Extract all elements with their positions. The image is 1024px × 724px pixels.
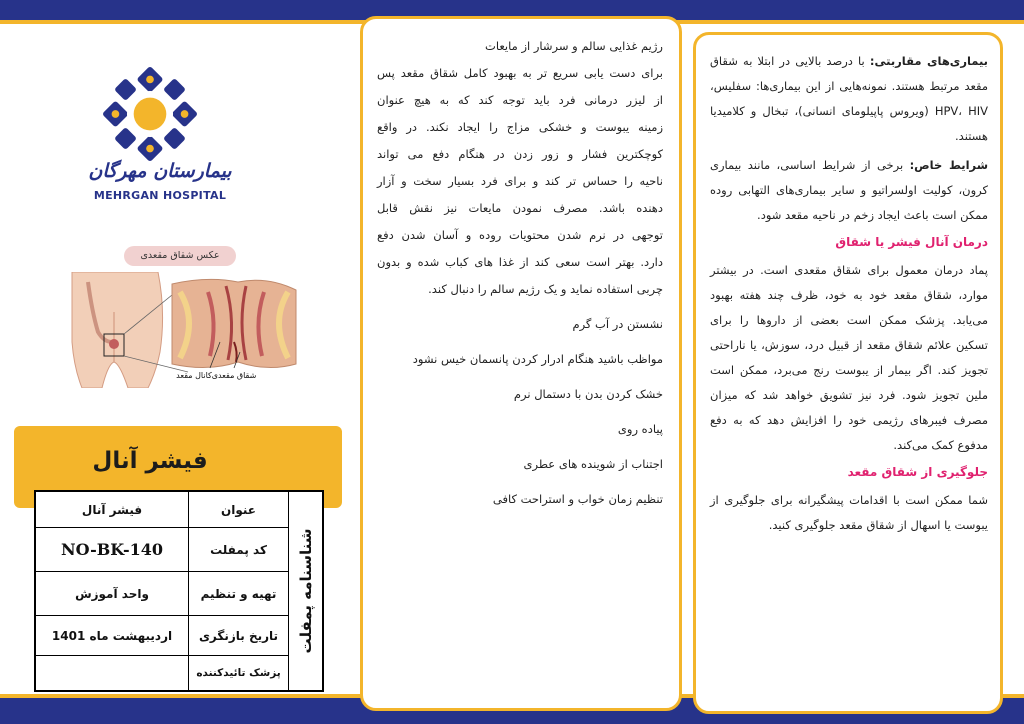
para-line: از لیزر درمانی فرد باید توجه کند که به هیچ عنوان [377, 93, 663, 107]
special-label: شرایط خاص: [909, 158, 988, 172]
cover-title: فیشر آنال [92, 448, 208, 474]
anal-fissure-illustration [68, 272, 300, 388]
hospital-logo-icon [102, 66, 198, 162]
hospital-name-fa: بیمارستان مهرگان [88, 160, 232, 182]
id-row-code [36, 528, 288, 572]
pamphlet-id-table [34, 490, 324, 692]
id-table-vertical-title: شناسنامه پمفلت [288, 492, 322, 690]
id-label: کد پمفلت [188, 528, 288, 571]
prevention-heading: جلوگیری از شقاق مقعد [847, 465, 988, 479]
para-line: چربی استفاده نماید و یک رژیم سالم را دنبال کند. [428, 282, 663, 296]
treatment-heading: درمان آنال فیشر یا شقاق [835, 235, 988, 249]
tip-item: نشستن در آب گرم [572, 317, 663, 331]
special-paragraph [710, 153, 988, 228]
tip-item: تنظیم زمان خواب و استراحت کافی [492, 492, 663, 506]
treatment-text: پماد درمان معمول برای شقاق مقعدی است. در بیشتر موارد، شقاق مقعد خود به خود، ظرف چند هفته بهبود می‌یابد. پزشک ممکن است بعضی از داروها را برای تسکین علائم شقاق مقعد از قبیل درد، سوزش، یا ناراحتی تجویز کند. اگر بیمار از یبوست رنج می‌برد، ممکن است ملین تجویز شود. فرد نیز تشویق خواهد شد که میزان مصرف فیبرهای رژیمی خود را افزایش دهد که به دفع مدفوع کمک می‌کند. [710, 263, 988, 452]
comorbid-paragraph [710, 49, 988, 149]
right-panel-content [710, 49, 988, 538]
tip-item: مواظب باشید هنگام ادرار کردن پانسمان خیس نشود [412, 352, 663, 366]
comorbid-label: بیماری‌های مقاربتی: [869, 54, 988, 68]
image-caption: عکس شقاق مقعدی [124, 246, 236, 266]
id-row-author [36, 572, 288, 616]
para-line: زمینه یبوست و خشکی مزاج را ایجاد نکند. در واقع [377, 120, 663, 134]
id-value [36, 656, 188, 690]
id-label: پزشک تائیدکننده [188, 656, 288, 690]
para-line: دارد. بهتر است سعی کند از غذا های کباب شده و بدون [377, 255, 663, 269]
id-value: واحد آموزش [75, 586, 149, 601]
label-anal-canal: کانال مقعد [176, 371, 212, 380]
para-line: توجهی در نرم شدن محتویات روده و آسان شدن دفع [377, 228, 663, 242]
para-line: دهنده باشد. مصرف نمودن مایعات نیز نقش قابل [377, 201, 663, 215]
para-line: کوچکترین فشار و زور زدن در هنگام دفع می تواند [377, 147, 663, 161]
id-label: تهیه و تنظیم [188, 572, 288, 615]
label-anal-fissure: شقاق مقعدی [211, 371, 257, 380]
id-value: NO-BK-140 [60, 540, 164, 559]
id-value: فیشر آنال [81, 502, 143, 517]
comorbid-text: با درصد بالایی در ابتلا به شقاق مقعد مرتبط هستند. نمونه‌هایی از این بیماری‌ها: سفلیس، HPV، HIV (ویروس پاپیلومای انسانی)، تبخال و کلامیدیا هستند. [710, 54, 988, 143]
id-label: تاریخ بازنگری [188, 616, 288, 655]
tip-item: خشک کردن بدن با دستمال نرم [513, 387, 663, 401]
tip-item: اجتناب از شوینده های عطری [523, 457, 663, 471]
tip-item: پیاده روی [617, 422, 663, 436]
id-row-revision [36, 616, 288, 656]
para-line: برای دست یابی سریع تر به بهبود کامل شقاق مقعد پس [377, 66, 663, 80]
id-label: عنوان [188, 492, 288, 527]
special-text: برخی از شرایط اساسی، مانند بیماری کرون، کولیت اولسراتیو و سایر بیماری‌های التهابی روده ممکن است باعث ایجاد زخم در ناحیه مقعد شود. [710, 158, 988, 222]
middle-panel [360, 16, 682, 711]
hospital-name-en: MEHRGAN HOSPITAL [93, 189, 227, 202]
id-row-title [36, 492, 288, 528]
middle-panel-content [377, 33, 663, 513]
right-panel [693, 32, 1003, 714]
para-line: رژیم غذایی سالم و سرشار از مایعات [485, 39, 663, 53]
id-value: اردیبهشت ماه 1401 [51, 628, 173, 643]
id-row-approver [36, 656, 288, 690]
para-line: ناحیه را حساس تر کند و برای فرد بسیار سخت و آزار [377, 174, 663, 188]
prevention-text: شما ممکن است با اقدامات پیشگیرانه برای جلوگیری از یبوست یا اسهال از شقاق مقعد جلوگیری کنید. [710, 493, 988, 532]
